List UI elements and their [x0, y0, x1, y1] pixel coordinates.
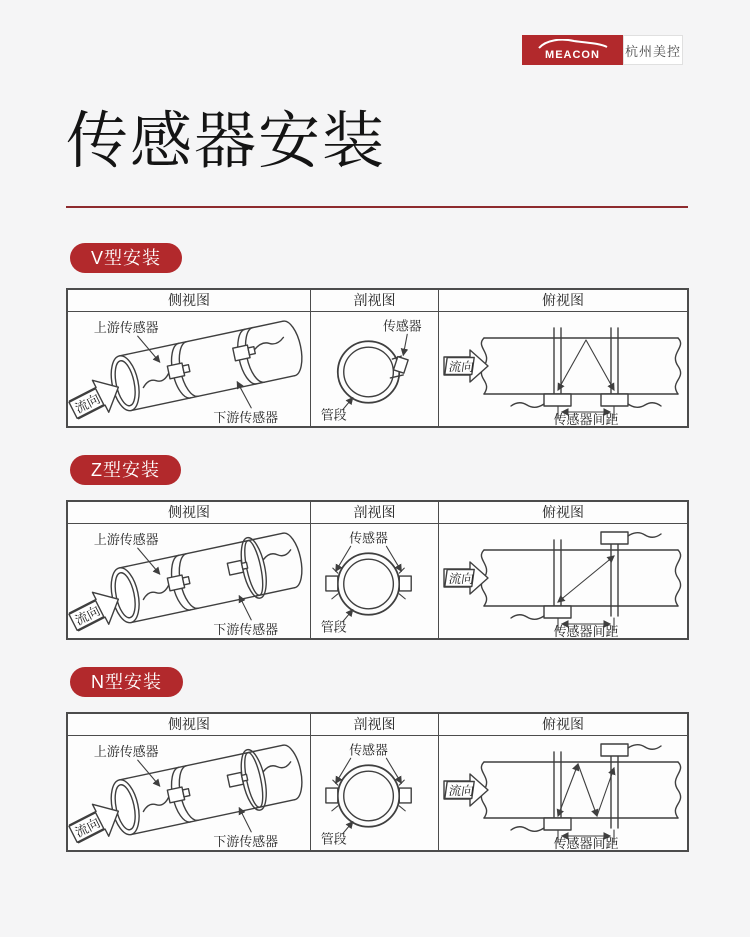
n-install-table: [66, 712, 689, 852]
flow-arrow: [444, 350, 488, 382]
col-header-top-view: 俯视图: [439, 502, 687, 524]
upstream-sensor-label: 上游传感器: [93, 532, 159, 548]
sensor-label: 传感器: [382, 318, 422, 334]
n-side-view-diagram: [68, 736, 310, 850]
sensor-left: [326, 576, 338, 591]
downstream-sensor: [227, 560, 243, 575]
flow-label: 流向: [447, 572, 475, 586]
title-underline: [66, 206, 688, 208]
z-section-view-diagram: [311, 524, 438, 638]
v-install-section: [66, 243, 689, 428]
downstream-sensor-label: 下游传感器: [213, 409, 279, 425]
upstream-sensor: [544, 394, 571, 406]
company-name-box: [623, 35, 683, 65]
z-top-view-diagram: [439, 524, 687, 638]
col-header-section-view: 剖视图: [311, 290, 438, 312]
z-beam-path: [558, 556, 614, 602]
downstream-sensor-cable: [262, 762, 291, 772]
brand-name: MEACON: [545, 49, 600, 61]
sensor-left: [326, 788, 338, 803]
flow-arrow: [444, 562, 488, 594]
upstream-sensor: [167, 575, 184, 591]
n-section-view-panel: [311, 714, 439, 850]
downstream-sensor-label: 下游传感器: [213, 833, 279, 849]
pipe: [484, 550, 678, 606]
pipe-cross-section: [338, 765, 400, 827]
z-top-view-panel: [439, 502, 687, 638]
flow-arrow: [444, 774, 488, 806]
col-header-top-view: 俯视图: [439, 714, 687, 736]
upstream-sensor-label: 上游传感器: [93, 744, 159, 760]
v-beam-path: [558, 340, 614, 390]
v-top-view-panel: [439, 290, 687, 426]
upstream-sensor: [544, 818, 571, 830]
col-header-side-view: 侧视图: [68, 502, 310, 524]
col-header-section-view: 剖视图: [311, 714, 438, 736]
downstream-sensor-label: 下游传感器: [213, 621, 279, 637]
flow-label: 流向: [72, 602, 103, 629]
pipe-cross-section: [338, 341, 400, 403]
downstream-sensor: [233, 345, 250, 361]
downstream-sensor: [601, 532, 628, 544]
n-section-view-diagram: [311, 736, 438, 850]
sensor-spacing-label: 传感器间距: [553, 412, 619, 426]
company-name: 杭州美控: [624, 43, 681, 59]
flow-label: 流向: [447, 784, 475, 798]
sensor-straps: [554, 328, 618, 400]
v-side-view-panel: [68, 290, 311, 426]
badge-v-install: V型安装: [70, 243, 182, 273]
upstream-sensor-cable: [142, 797, 171, 812]
meacon-logo-box: [522, 35, 623, 65]
n-top-view-diagram: [439, 736, 687, 850]
n-side-view-panel: [68, 714, 311, 850]
v-install-table: [66, 288, 689, 428]
v-top-view-diagram: [439, 312, 687, 426]
pipe: [484, 762, 678, 818]
upstream-sensor-cable: [142, 585, 171, 600]
col-header-side-view: 侧视图: [68, 290, 310, 312]
z-section-view-panel: [311, 502, 439, 638]
sensor-spacing-label: 传感器间距: [553, 836, 619, 850]
meacon-swoosh-icon: [537, 39, 609, 49]
col-header-side-view: 侧视图: [68, 714, 310, 736]
z-side-view-panel: [68, 502, 311, 638]
sensor-straps: [554, 540, 618, 616]
pipe-segment-label: 管段: [320, 619, 347, 635]
sensor-label: 传感器: [349, 742, 388, 758]
downstream-sensor-cable: [253, 337, 284, 349]
sensor-spacing-label: 传感器间距: [553, 624, 619, 638]
sensor-straps: [554, 752, 618, 828]
sensor-right: [399, 576, 411, 591]
v-section-view-panel: [311, 290, 439, 426]
upstream-sensor: [167, 787, 184, 803]
col-header-top-view: 俯视图: [439, 290, 687, 312]
z-install-section: [66, 455, 689, 640]
n-install-section: [66, 667, 689, 852]
n-top-view-panel: [439, 714, 687, 850]
pipe-cross-section: [338, 553, 400, 615]
z-install-table: [66, 500, 689, 640]
flow-label: 流向: [447, 360, 475, 374]
upstream-sensor: [544, 606, 571, 618]
upstream-sensor-label: 上游传感器: [93, 320, 159, 336]
sensor-right: [399, 788, 411, 803]
upstream-sensor-cable: [142, 373, 171, 388]
badge-n-install: N型安装: [70, 667, 183, 697]
downstream-sensor: [227, 772, 243, 787]
page-title: 传感器安装: [66, 107, 387, 176]
v-section-view-diagram: [311, 312, 438, 426]
col-header-section-view: 剖视图: [311, 502, 438, 524]
pipe-segment-label: 管段: [320, 831, 347, 847]
badge-z-install: Z型安装: [70, 455, 181, 485]
pipe-segment-label: 管段: [320, 407, 347, 423]
z-side-view-diagram: [68, 524, 310, 638]
brand-logo: [522, 35, 683, 65]
pipe: [484, 338, 678, 394]
flow-label: 流向: [72, 390, 103, 417]
v-side-view-diagram: [68, 312, 310, 426]
downstream-sensor: [601, 744, 628, 756]
downstream-sensor-cable: [262, 550, 291, 560]
flow-label: 流向: [72, 814, 103, 841]
upstream-sensor: [167, 363, 184, 379]
downstream-sensor: [601, 394, 628, 406]
sensor-label: 传感器: [349, 530, 388, 546]
